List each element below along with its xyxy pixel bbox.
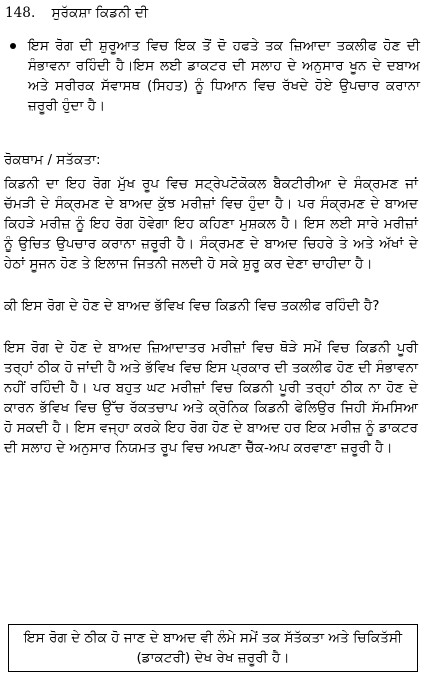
note-text: ਇਸ ਰੋਗ ਦੇ ਠੀਕ ਹੋ ਜਾਣ ਦੇ ਬਾਅਦ ਵੀ ਲੰਮੇ ਸਮੇਂ ਤਕ ਸੱਤੱਕਤਾ ਅਤੇ ਚਿਕਿਤੱਸੀ (ਡਾਕਟਰੀ) ਦੇਖ ਰੇਖ ਜ਼ਰੂਰੀ ਹੈ। [23, 630, 403, 666]
bullet-dot-icon [10, 43, 16, 49]
page-number: 148. [5, 5, 36, 21]
paragraph-prevention: ਕਿਡਨੀ ਦਾ ਇਹ ਰੋਗ ਮੁੱਖ ਰੂਪ ਵਿਚ ਸਟ੍ਰੇਪਟੋਕੋਕਲ ਬੈਕਟੀਰੀਆ ਦੇ ਸੰਕ੍ਰਮਣ ਜਾਂ ਚੱਮੜੀ ਦੇ ਸੰਕ੍ਰਮਣ ਦੇ ਬਾਅਦ ਕੁੱਝ ਮਰੀਜ਼ਾਂ ਵਿਚ ਹੁੰਦਾ ਹੈ। ਪਰ ਸੰਕ੍ਰਮਣ ਦੇ ਬਾਅਦ ਕਿਹੜੇ ਮਰੀਜ਼ ਨੂੰ ਇਹ ਰੋਗ ਹੋਵੇਗਾ ਇਹ ਕਹਿਣਾ ਮੁਸ਼ਕਲ ਹੈ। ਇਸ ਲਈ ਸਾਰੇ ਮਰੀਜ਼ਾਂ ਨੂੰ ਉਚਿਤ ਉਪਚਾਰ ਕਰਾਨਾ ਜ਼ਰੂਰੀ ਹੈ। ਸੰਕ੍ਰਮਣ ਦੇ ਬਾਅਦ ਚਿਹਰੇ ਤੇ ਅਤੇ ਅੱਖਾਂ ਦੇ ਹੇਠਾਂ ਸੂਜਨ ਹੋਣ ਤੇ ਇਲਾਜ ਜਿਤਨੀ ਜਲਦੀ ਹੋ ਸਕੇ ਸ਼ੁਰੂ ਕਰ ਦੇਣਾ ਚਾਹੀਦਾ ਹੈ। [4, 176, 418, 272]
note-box [8, 624, 418, 672]
section-heading-prevention: ਰੋਕਥਾਮ / ਸਤੱਕਤਾ: [4, 152, 101, 168]
page-header [5, 2, 148, 24]
bullet-text: ਇਸ ਰੋਗ ਦੀ ਸ਼ੁਰੂਆਤ ਵਿਚ ਇਕ ਤੋਂ ਦੋ ਹਫਤੇ ਤਕ ਜ਼ਿਆਦਾ ਤਕਲੀਫ ਹੋਣ ਦੀ ਸੰਭਾਵਨਾ ਰਹਿੰਦੀ ਹੈ।ਇਸ ਲਈ ਡਾਕਟਰ ਦੀ ਸਲਾਹ ਦੇ ਅਨੁਸਾਰ ਖੂਨ ਦੇ ਦਬਾਅ ਅਤੇ ਸਰੀਰਕ ਸੱਵਾਸਥ (ਸਿਹਤ) ਨੂੰ ਧਿਆਨ ਵਿਚ ਰੱਖਦੇ ਹੋਏ ਉਪਚਾਰ ਕਰਾਨਾ ਜ਼ਰੂਰੀ ਹੁੰਦਾ ਹੈ। [28, 38, 420, 114]
section-heading-future-risk: ਕੀ ਇਸ ਰੋਗ ਦੇ ਹੋਣ ਦੇ ਬਾਅਦ ਭੱਵਿਖ ਵਿਚ ਕਿਡਨੀ ਵਿਚ ਤਕਲੀਫ ਰਹਿੰਦੀ ਹੈ? [4, 298, 380, 314]
running-title: ਸੁਰੱਕਸ਼ਾ ਕਿਡਨੀ ਦੀ [51, 5, 149, 21]
paragraph-future-risk: ਇਸ ਰੋਗ ਦੇ ਹੋਣ ਦੇ ਬਾਅਦ ਜ਼ਿਆਦਾਤਰ ਮਰੀਜ਼ਾਂ ਵਿਚ ਥੋੜੇ ਸਮੇਂ ਵਿਚ ਕਿਡਨੀ ਪੂਰੀ ਤਰ੍ਹਾਂ ਠੀਕ ਹੋ ਜਾਂਦੀ ਹੈ ਅਤੇ ਭੱਵਿਖ ਵਿਚ ਇਸ ਪ੍ਰਕਾਰ ਦੀ ਤਕਲੀਫ ਹੋਣ ਦੀ ਸੰਭਾਵਨਾ ਨਹੀਂ ਰਹਿੰਦੀ ਹੈ। ਪਰ ਬਹੁਤ ਘਟ ਮਰੀਜ਼ਾਂ ਵਿਚ ਕਿਡਨੀ ਪੂਰੀ ਤਰ੍ਹਾਂ ਠੀਕ ਨਾ ਹੋਣ ਦੇ ਕਾਰਨ ਭੱਵਿਖ ਵਿਚ ਉੱਚ ਰੱਕਤਚਾਪ ਅਤੇ ਕ੍ਰੋਨਿਕ ਕਿਡਨੀ ਫੇਲਿਉਰ ਜਿਹੀ ਸੱਮਸਿਆ ਹੋ ਸਕਦੀ ਹੈ। ਇਸ ਵਜ੍ਹਾ ਕਰਕੇ ਇਹ ਰੋਗ ਹੋਣ ਦੇ ਬਾਅਦ ਹਰ ਇਕ ਮਰੀਜ਼ ਨੂੰ ਡਾਕਟਰ ਦੀ ਸਲਾਹ ਦੇ ਅਨੁਸਾਰ ਨਿਯਮਤ ਰੂਪ ਵਿਚ ਅਪਣਾ ਚੈੱਕ-ਅਪ ਕਰਵਾਣਾ ਜ਼ਰੂਰੀ ਹੈ। [4, 340, 418, 456]
